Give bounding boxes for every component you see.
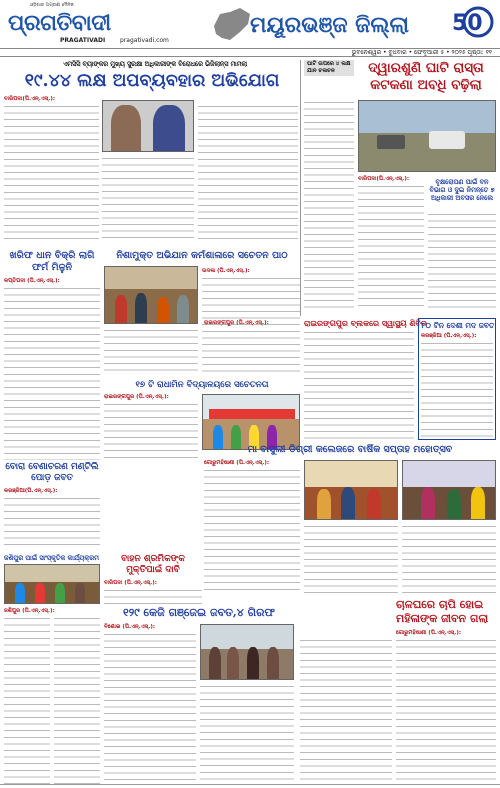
page-district-title: ମୟୂରଭଞ୍ଜ ଜିଲ୍ଲା (250, 12, 410, 38)
story-byline: ଜଶିପୁର (ପି.ଏନ୍.ଏସ୍.): (4, 608, 55, 614)
college-stage-photo (402, 460, 496, 520)
story-byline: ଗୋରୁମହିଷାଣୀ (ପି.ଏନ୍.ଏସ୍.): (204, 460, 270, 466)
college-event-photo (304, 460, 398, 520)
police-seizure-photo (200, 624, 294, 680)
cultural-program-photo (4, 564, 100, 604)
story-body-text (4, 286, 100, 460)
story-byline: କପ୍ତିପଦା (ପି.ଏନ୍.ଏସ୍.): (4, 278, 60, 284)
story-headline[interactable]: ବୋରା ବେଣାଚରଣ ମଣ୍ଟିଲି ପୋଡ଼ ଜବତ (5, 462, 99, 483)
story-liquor-seized[interactable] (418, 318, 496, 440)
story-body-text-3 (198, 104, 298, 244)
newspaper-logo-subtitle: PRAGATIVADI (60, 37, 106, 44)
page-bottom-rule (0, 784, 500, 785)
story-headline[interactable]: ନିଶାମୁକ୍ତ ଅଭିଯାନ କର୍ମଶାଳାରେ ସଚେତନ ପାଠ (116, 250, 288, 261)
story-body-text (204, 468, 300, 594)
story-byline: କରଞ୍ଜିଆ (ପି.ଏନ୍.ଏସ୍.): (421, 333, 477, 339)
story-headline[interactable]: ଜଶିପୁର ପାଇଁ ସାଂସ୍କୃତିକ କାର୍ଯ୍ୟକ୍ରମ (4, 554, 100, 562)
story-body-text-2 (54, 616, 100, 784)
anniversary-number: 50 (452, 11, 483, 36)
story-body-text (304, 330, 414, 440)
story-headline[interactable]: ଦ୍ୱାରଶୁଣି ଘାଟି ରାସ୍ତା କଟକଣା ଅବଧି ବଢ଼ିଲା (368, 60, 484, 93)
story-body-text (4, 616, 50, 784)
story-body-text (4, 104, 99, 244)
story-kicker: ଘାଟି ଉପରେ ୪ ଲକ୍ଷ ଯାନ ଚଳାଚଳ (304, 60, 354, 76)
story-byline: ରାଇରଙ୍ଗପୁର (ପି.ଏନ୍.ଏସ୍.): (204, 320, 269, 326)
date-line: ଭୁବନେଶ୍ୱର • ବୁଧବାର • ଫେବୃଆରୀ ୫ • ୨୦୨୫ ପୃଷ୍ଠା: ୧୧ (351, 49, 492, 56)
story-headline[interactable]: ୮୦ ଟିନ ଦେଶୀ ମଦ ଜବତ (421, 321, 495, 330)
school-rally-photo (202, 394, 300, 450)
story-body-text (104, 588, 202, 604)
story-headline[interactable]: ୧୭ ଟି ରାଧାମିନ ବିଦ୍ୟାଳୟରେ ସଚେତନତା (135, 380, 269, 390)
date-strip (0, 48, 500, 57)
story-headline[interactable]: ରାଇରଙ୍ଗପୁର ବ୍ଲକରେ ସ୍ୱାସ୍ଥ୍ୟ ଶିବିର (304, 318, 427, 328)
workshop-photo (104, 266, 198, 324)
story-byline: ବାରିପଦା (ପି.ଏନ୍.ଏସ୍.): (104, 580, 157, 586)
story-byline: ରାଇରଙ୍ଗପୁର (ପି.ଏନ୍.ଏସ୍.): (104, 394, 169, 400)
story-rairangpur-byline-box (204, 318, 300, 330)
story-woman-died[interactable] (396, 598, 496, 784)
story-kicker: ଏମସିସି ବ୍ୟାଙ୍କର ମୁଖ୍ୟ ସୁରକ୍ଷା ଅଧିକାରୀଙ୍କ ବିରୋଧରେ ଭିଜିଲାନ୍ସ ମାମଲା (62, 61, 248, 68)
story-headline[interactable]: ବାହନ ଶ୍ରମିକଙ୍କ ମୁକ୍ତିପାଇଁ ଦାବି (121, 554, 185, 575)
anniversary-logo-icon (448, 2, 494, 42)
newspaper-url[interactable]: pragativadi.com (120, 37, 169, 44)
story-body-text-2 (200, 684, 294, 784)
story-byline: ବାରିପଦା(ପି.ଏନ୍.ଏସ୍.): (358, 176, 410, 182)
story-college[interactable] (204, 444, 496, 594)
column-divider (300, 60, 301, 316)
newspaper-logo[interactable]: ପ୍ରଗତିବାଦୀ (8, 10, 111, 36)
story-body-text (421, 341, 493, 437)
story-paddy[interactable] (4, 250, 100, 460)
story-byline: କରଞ୍ଜିଆ(ପି.ଏନ୍.ଏସ୍.): (4, 488, 58, 494)
story-body-text-2 (102, 156, 194, 244)
story-body-text-2 (304, 524, 398, 594)
story-byline: ଗୋରୁମହିଷାଣୀ (ପି.ଏନ୍.ଏସ୍.): (396, 630, 462, 636)
story-vigilance[interactable] (4, 60, 300, 246)
story-byline: ବିଶୋଇ (ପି.ଏନ୍.ଏସ୍.): (104, 624, 156, 630)
story-woman-died-extra (300, 598, 392, 784)
story-headline[interactable]: ଖରିଫ ଧାନ ବିକ୍ରି ଲାଗି ଫର୍ମ ମିଳୁନି (9, 250, 95, 273)
story-body-text (4, 496, 100, 550)
story-body-text-3 (402, 524, 496, 594)
story-ghat-road[interactable] (304, 60, 496, 315)
story-culture[interactable] (4, 554, 100, 784)
story-byline: ବାରିପଦା(ପି.ଏନ୍.ଏସ୍.): (4, 96, 56, 102)
story-headline[interactable]: ୧୯.୪୪ ଲକ୍ଷ ଅପବ୍ୟବହାର ଅଭିଯୋଗ (24, 71, 280, 91)
story-forest[interactable] (4, 462, 100, 550)
story-ganja-seized[interactable] (104, 606, 294, 784)
story-body-text-3 (428, 212, 496, 310)
ghat-road-photo (358, 100, 496, 172)
story-rairangpur-body (304, 330, 414, 440)
story-body-text-2 (358, 184, 424, 310)
story-body-text (396, 638, 496, 784)
masthead (0, 0, 500, 66)
story-body-text (104, 402, 198, 460)
masthead-tagline: ଓଡ଼ିଶାର ଅଗ୍ରଣୀ ଦୈନିକ (30, 3, 74, 8)
story-body-text (104, 632, 196, 784)
story-awareness[interactable] (104, 250, 300, 376)
official-portrait-photo (102, 100, 194, 152)
story-workers[interactable] (104, 554, 202, 604)
story-headline[interactable]: ଚାଳଘରେ ଚାପି ହୋଇ ମହିଳାଙ୍କ ଜୀବନ ଗଲା (396, 598, 489, 625)
story-body-text-2 (300, 638, 392, 784)
odisha-map-icon (210, 6, 254, 44)
story-body-text (304, 100, 354, 310)
sidebar-brief-headline[interactable]: ବୃକ୍ଷରୋପଣ ପାଇଁ ବନ ବିଭାଗ ଓ ଦୁଇ ନିମନ୍ତେ ୭ ଅଧିକାରୀ ଅବସର ନେଲେ (429, 178, 495, 202)
story-headline[interactable]: ମା ବାସୁଲୀ ଡିଗ୍ରୀ କଲେଜରେ ବାର୍ଷିକ ସପ୍ତାହ ମହୋତ୍ସବ (247, 444, 453, 455)
story-headline[interactable]: ୧୨୯ କେଜି ଗଞ୍ଜେଇ ଜବତ,୪ ଗିରଫ (123, 606, 275, 619)
story-byline: ଉଦଳା (ପି.ଏନ୍.ଏସ୍.): (202, 268, 250, 274)
story-body-text-2 (104, 328, 198, 376)
